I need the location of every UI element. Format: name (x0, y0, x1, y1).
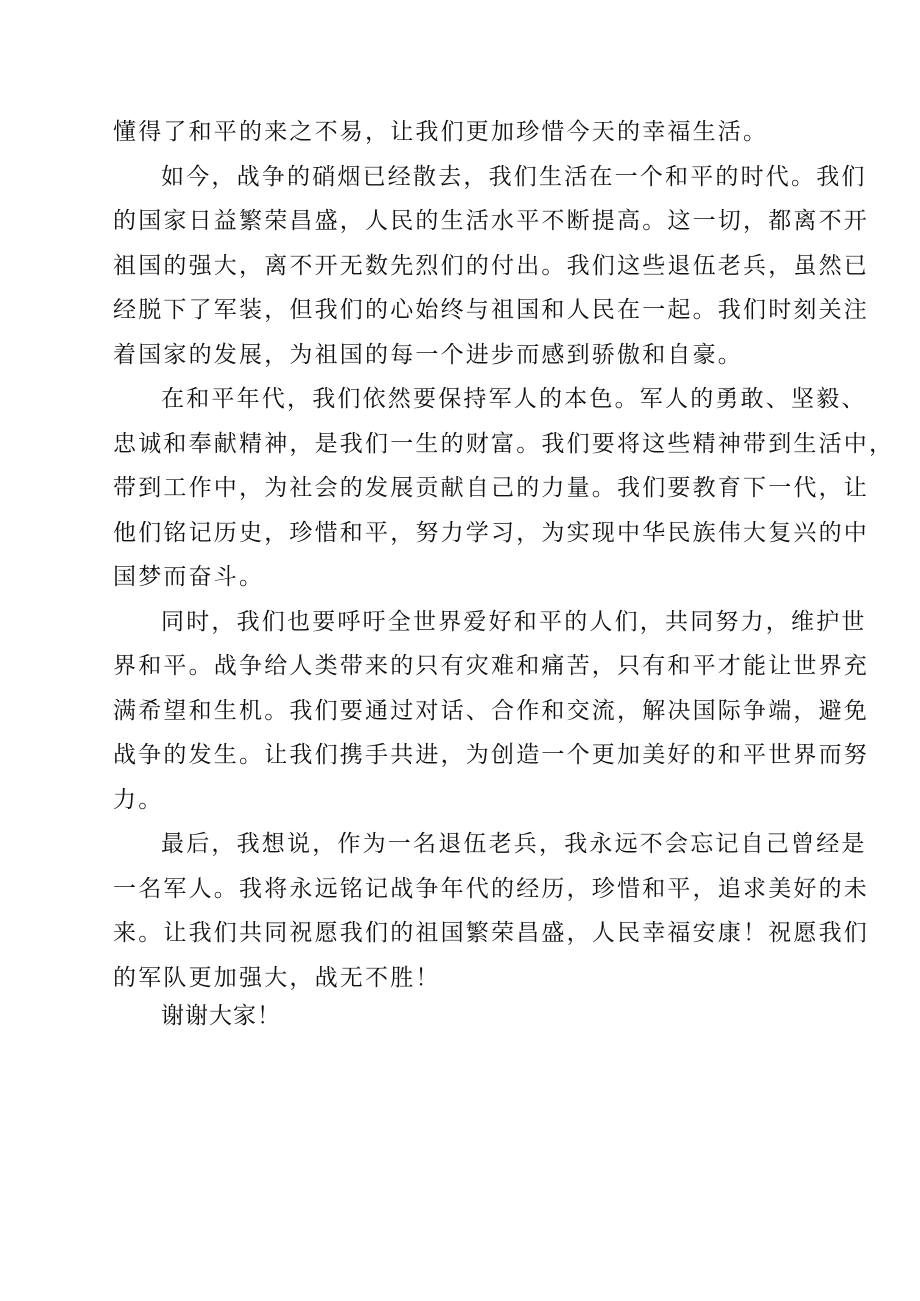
paragraph-line: 同时，我们也要呼吁全世界爱好和平的人们，共同努力，维护世 (161, 608, 867, 635)
paragraph-line: 界和平。战争给人类带来的只有灾难和痛苦，只有和平才能让世界充 (113, 653, 869, 679)
paragraph-line: 着国家的发展，为祖国的每一个进步而感到骄傲和自豪。 (113, 341, 743, 368)
paragraph-line: 带到工作中，为社会的发展贡献自己的力量。我们要教育下一代，让 (113, 475, 869, 501)
paragraph-line: 的军队更加强大，战无不胜！ (113, 964, 441, 991)
paragraph-line: 力。 (113, 786, 164, 813)
paragraph-line: 满希望和生机。我们要通过对话、合作和交流，解决国际争端，避免 (113, 697, 869, 724)
paragraph-line: 在和平年代，我们依然要保持军人的本色。军人的勇敢、坚毅、 (161, 386, 867, 412)
closing-thanks: 谢谢大家！ (161, 1003, 281, 1029)
paragraph-line: 经脱下了军装，但我们的心始终与祖国和人民在一起。我们时刻关注 (113, 297, 869, 323)
paragraph-line: 如今，战争的硝烟已经散去，我们生活在一个和平的时代。我们 (161, 163, 867, 190)
paragraph-line: 忠诚和奉献精神，是我们一生的财富。我们要将这些精神带到生活中， (113, 430, 895, 457)
paragraph-line: 来。让我们共同祝愿我们的祖国繁荣昌盛，人民幸福安康！祝愿我们 (113, 920, 869, 946)
paragraph-line: 懂得了和平的来之不易，让我们更加珍惜今天的幸福生活。 (113, 119, 769, 145)
paragraph-line: 的国家日益繁荣昌盛，人民的生活水平不断提高。这一切，都离不开 (113, 208, 869, 234)
paragraph-line: 他们铭记历史，珍惜和平，努力学习，为实现中华民族伟大复兴的中 (113, 519, 869, 546)
paragraph-line: 国梦而奋斗。 (113, 564, 265, 590)
document-body (113, 110, 895, 1039)
paragraph-line: 战争的发生。让我们携手共进，为创造一个更加美好的和平世界而努 (113, 742, 869, 768)
paragraph-line: 最后，我想说，作为一名退伍老兵，我永远不会忘记自己曾经是 (161, 831, 867, 857)
paragraph-line: 祖国的强大，离不开无数先烈们的付出。我们这些退伍老兵，虽然已 (113, 252, 869, 279)
paragraph-line: 一名军人。我将永远铭记战争年代的经历，珍惜和平，追求美好的未 (113, 875, 869, 902)
